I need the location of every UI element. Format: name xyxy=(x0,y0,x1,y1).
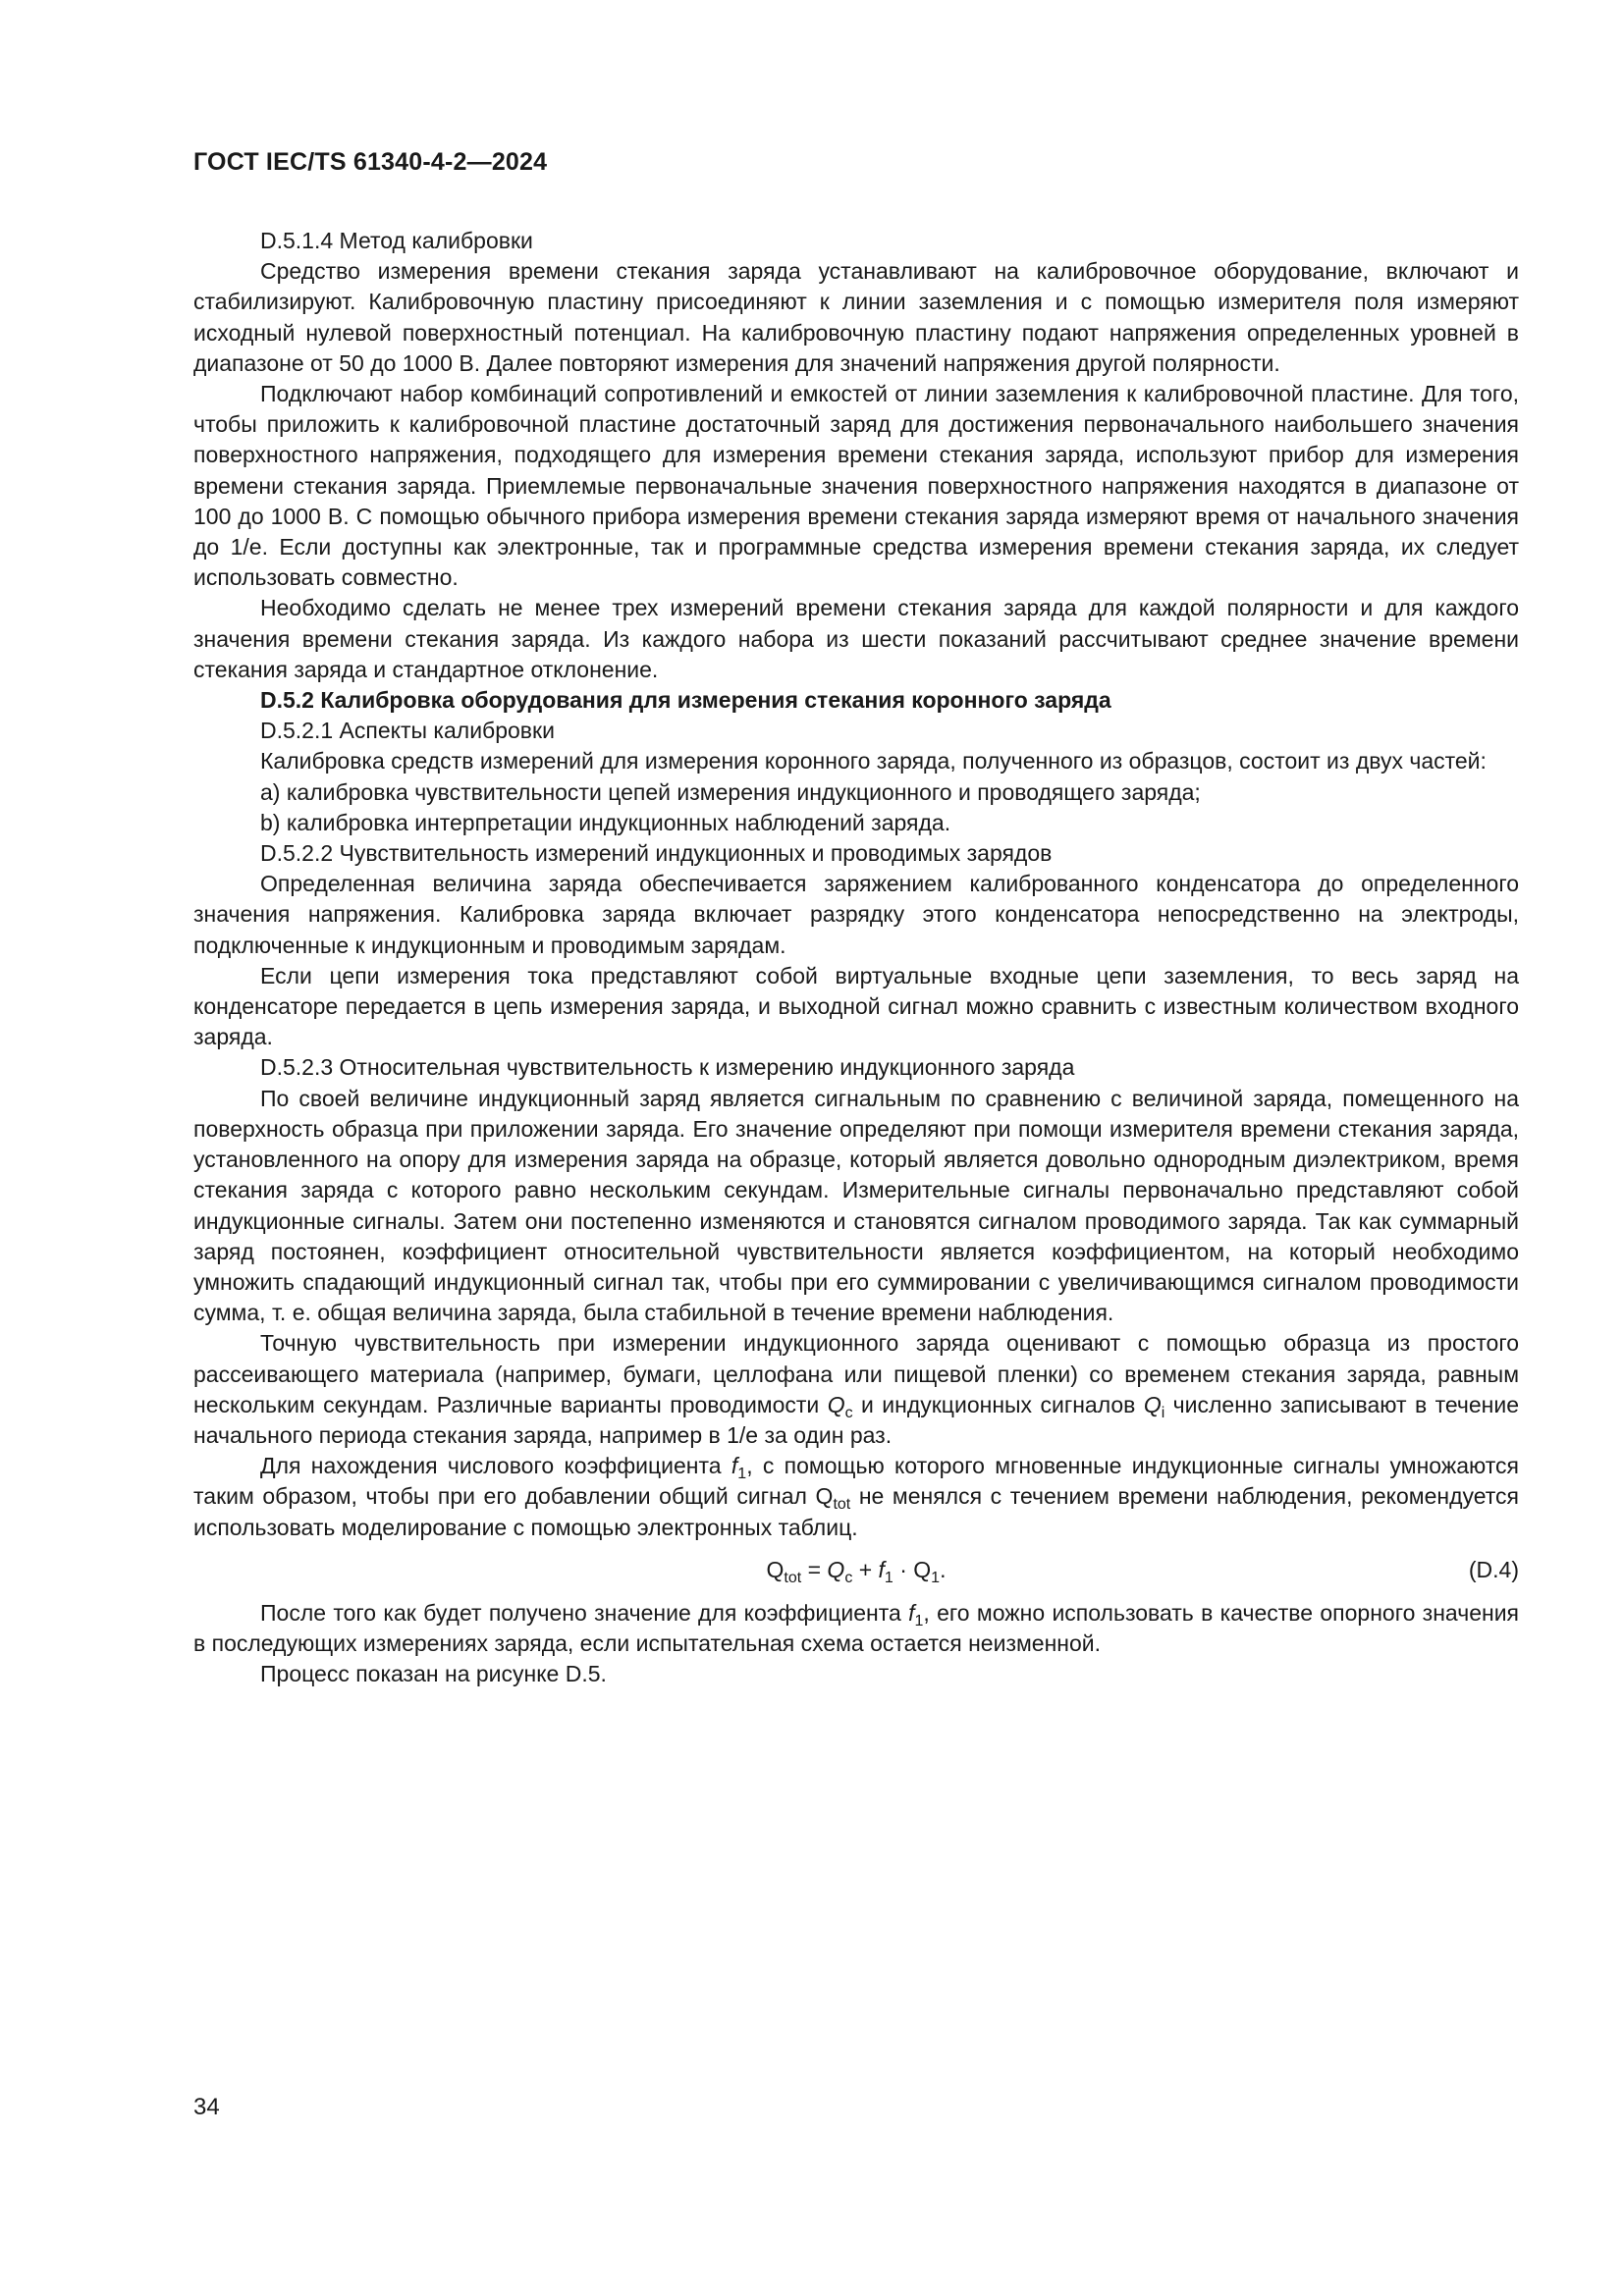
subsection-heading-d521: D.5.2.1 Аспекты калибровки xyxy=(260,718,555,744)
paragraph-reference-value: После того как будет получено значение для коэффициента $f_1$, его можно использовать в качестве опорного значения в последующих измерениях заряда, если испытательная схема остается неизменной. xyxy=(193,1599,1519,1656)
paragraph: Подключают набор комбинаций сопротивлений и емкостей от линии заземления к калибровочной пластине. Для того, чтобы приложить к калибровочной пластине достаточный заряд для достижения первоначального наибольшего значения поверхностного напряжения, подходящего для измерения времени стекания заряда, используют прибор для измерения времени стекания заряда. Приемлемые первоначальные значения поверхностного напряжения находятся в диапазоне от 100 до 1000 В. С помощью обычного прибора измерения времени стекания заряда измеряют время от начального значения до 1/е. Если доступны как электронные, так и программные средства измерения времени стекания заряда, их следует использовать совместно. xyxy=(193,381,1519,591)
subsection-heading-d514: D.5.1.4 Метод калибровки xyxy=(260,228,533,253)
document-header: ГОСТ IEC/TS 61340-4-2—2024 xyxy=(193,148,548,176)
paragraph: Если цепи измерения тока представляют собой виртуальные входные цепи заземления, то весь заряд на конденсаторе передается в цепь измерения заряда, и выходной сигнал можно сравнить с известным количеством входного заряда. xyxy=(193,962,1519,1050)
subsection-heading-d522: D.5.2.2 Чувствительность измерений индукционных и проводимых зарядов xyxy=(260,840,1053,867)
paragraph: По своей величине индукционный заряд является сигнальным по сравнению с величиной заряда, помещенного на поверхность образца при приложении заряда. Его значение определяют при помощи измерителя времени стекания заряда, установленного на опору для измерения заряда на образце, который является довольно однородным диэлектриком, время стекания заряда с которого равно нескольким секундам. Измерительные сигналы первоначально представляют собой индукционные сигналы. Затем они постепенно изменяются и становятся сигналом проводимого заряда. Так как суммарный заряд постоянен, коэффициент относительной чувствительности является коэффициентом, на который необходимо умножить спадающий индукционный сигнал так, чтобы при его суммировании с увеличивающимся сигналом проводимости сумма, т. е. общая величина заряда, была стабильной в течение времени наблюдения. xyxy=(193,1085,1519,1326)
equation-number: (D.4) xyxy=(1468,1556,1519,1582)
paragraph: Определенная величина заряда обеспечивается заряжением калиброванного конденсатора до определенного значения напряжения. Калибровка заряда включает разрядку этого конденсатора непосредственно на электроды, подключенные к индукционным и проводимым зарядам. xyxy=(193,871,1519,958)
paragraph-coefficient: Для нахождения числового коэффициента $f_1$, с помощью которого мгновенные индукционные сигналы умножаются таким образом, чтобы при его добавлении общий сигнал $Q_{tot}$ не менялся с течением времени наблюдения, рекомендуется использовать моделирование с помощью электронных таблиц. xyxy=(193,1453,1519,1540)
equation: $Q_{tot} = Q_c + f_1 \cdot Q_1$. xyxy=(766,1556,947,1586)
section-heading-d52: D.5.2 Калибровка оборудования для измерения стекания коронного заряда xyxy=(260,687,1111,714)
subsection-heading-d523: D.5.2.3 Относительная чувствительность к измерению индукционного заряда xyxy=(260,1054,1075,1081)
list-item-b: b) калибровка интерпретации индукционных наблюдений заряда. xyxy=(260,809,951,835)
paragraph: Средство измерения времени стекания заряда устанавливают на калибровочное оборудование, включают и стабилизируют. Калибровочную пластину присоединяют к линии заземления и с помощью измерителя поля измеряют исходный нулевой поверхностный потенциал. На калибровочную пластину подают напряжения определенных уровней в диапазоне от 50 до 1000 В. Далее повторяют измерения для значений напряжения другой полярности. xyxy=(193,258,1519,376)
paragraph: Необходимо сделать не менее трех измерений времени стекания заряда для каждой полярности и для каждого значения времени стекания заряда. Из каждого набора из шести показаний рассчитывают среднее значение времени стекания заряда и стандартное отклонение. xyxy=(193,595,1519,682)
paragraph-conductivity: Точную чувствительность при измерении индукционного заряда оценивают с помощью образца из простого рассеивающего материала (например, бумаги, целлофана или пищевой пленки) со временем стекания заряда, равным нескольким секундам. Различные варианты проводимости $Q_c$ и индукционных сигналов $Q_i$ численно записывают в течение начального периода стекания заряда, например в 1/е за один раз. xyxy=(193,1330,1520,1448)
list-item-a: а) калибровка чувствительности цепей измерения индукционного и проводящего заряда; xyxy=(260,778,1201,805)
paragraph: Калибровка средств измерений для измерения коронного заряда, полученного из образцов, состоит из двух частей: xyxy=(260,748,1487,774)
paragraph-figure-reference: Процесс показан на рисунке D.5. xyxy=(260,1661,607,1687)
page-number: 34 xyxy=(193,2094,220,2120)
equation-d4 xyxy=(193,1551,1519,1592)
document-body xyxy=(193,226,1519,1689)
